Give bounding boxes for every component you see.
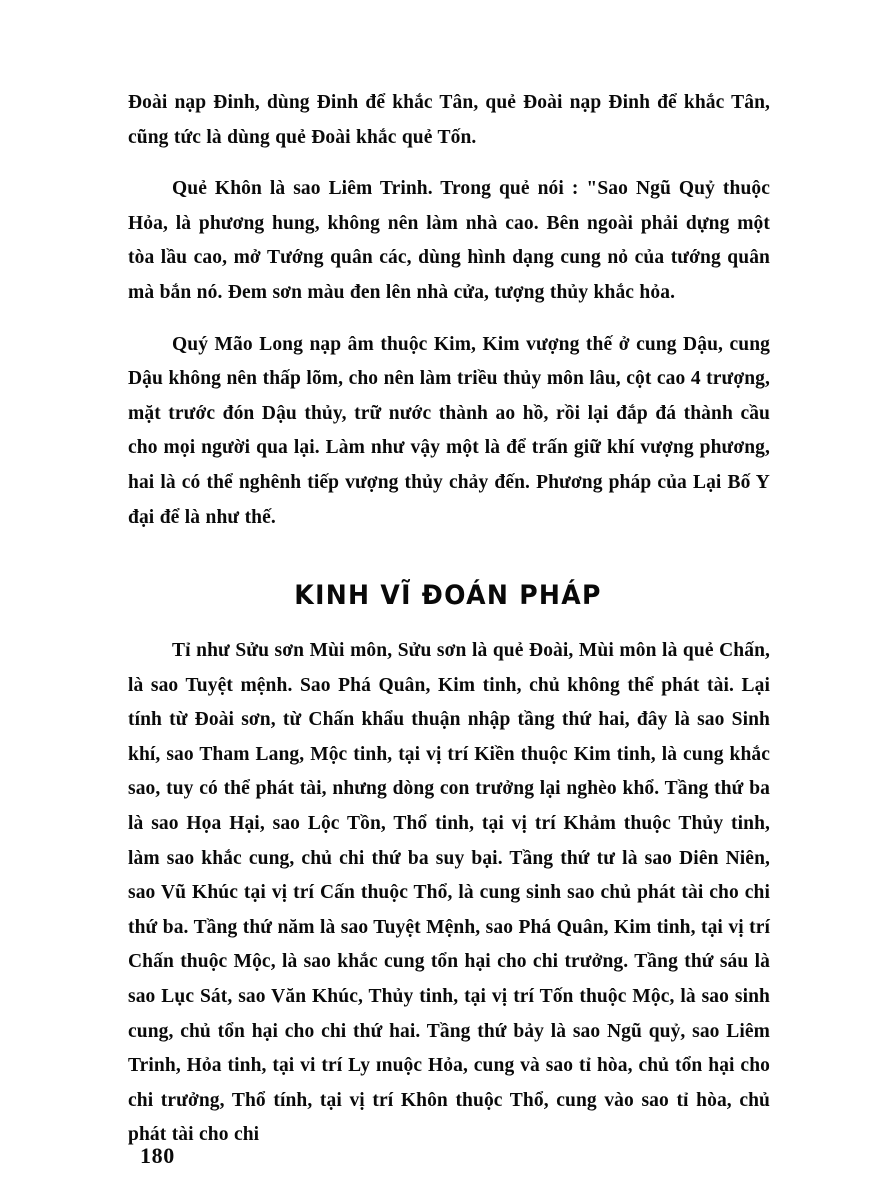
paragraph-que-khon: Quẻ Khôn là sao Liêm Trinh. Trong quẻ nói : "Sao Ngũ Quỷ thuộc Hỏa, là phương hung, không nên làm nhà cao. Bên ngoài phải dựng một tòa lầu cao, mở Tướng quân các, dùng hình dạng cung nỏ của tướng quân mà bắn nó. Đem sơn màu đen lên nhà cửa, tượng thủy khắc hỏa. — [128, 178, 770, 303]
top-text-column — [128, 86, 770, 535]
paragraph-ti-nhu-suu-son: Tỉ như Sửu sơn Mùi môn, Sửu sơn là quẻ Đoài, Mùi môn là quẻ Chấn, là sao Tuyệt mệnh. Sao Phá Quân, Kim tinh, chủ không thể phát tài. Lại tính từ Đoài sơn, từ Chấn khẩu thuận nhập tầng thứ hai, đây là sao Sinh khí, sao Tham Lang, Mộc tinh, tại vị trí Kiền thuộc Kim tinh, là cung khắc sao, tuy có thể phát tài, nhưng dòng con trưởng lại nghèo khổ. Tầng thứ ba là sao Họa Hại, sao Lộc Tồn, Thổ tinh, tại vị trí Khảm thuộc Thủy tinh, làm sao khắc cung, chủ chi thứ ba suy bại. Tầng thứ tư là sao Diên Niên, sao Vũ Khúc tại vị trí Cấn thuộc Thổ, là cung sinh sao chủ phát tài cho chi thứ ba. Tầng thứ năm là sao Tuyệt Mệnh, sao Phá Quân, Kim tinh, tại vị trí Chấn thuộc Mộc, là sao khắc cung tổn hại cho chi trưởng. Tầng thứ sáu là sao Lục Sát, sao Văn Khúc, Thủy tinh, tại vị trí Tốn thuộc Mộc, là sao sinh cung, chủ tổn hại cho chi thứ hai. Tầng thứ bảy là sao Ngũ quỷ, sao Liêm Trinh, Hỏa tinh, tại vi trí Ly ɪnuộc Hỏa, cung và sao tỉ hòa, chủ tổn hại cho chi trưởng, Thổ tính, tại vị trí Khôn thuộc Thổ, cung vào sao tỉ hòa, chủ phát tài cho chi — [128, 640, 770, 1146]
paragraph-doai-nap-dinh: Đoài nạp Đinh, dùng Đinh để khắc Tân, quẻ Đoài nạp Đinh để khắc Tân, cũng tức là dùng quẻ Đoài khắc quẻ Tốn. — [128, 92, 770, 148]
paragraph-quy-mao-long: Quý Mão Long nạp âm thuộc Kim, Kim vượng thế ở cung Dậu, cung Dậu không nên thấp lõm, cho nên làm triều thủy môn lâu, cột cao 4 trượng, mặt trước đón Dậu thủy, trữ nước thành ao hồ, rồi lại đắp đá thành cầu cho mọi người qua lại. Làm như vậy một là để trấn giữ khí vượng phương, hai là có thể nghênh tiếp vượng thủy chảy đến. Phương pháp của Lại Bố Y đại để là như thế. — [128, 333, 770, 528]
section-heading-kinh-vi-doan-phap: KINH VĨ ĐOÁN PHÁP — [294, 580, 602, 612]
bottom-text-column — [128, 634, 770, 1153]
page-number: 180 — [140, 1143, 175, 1168]
